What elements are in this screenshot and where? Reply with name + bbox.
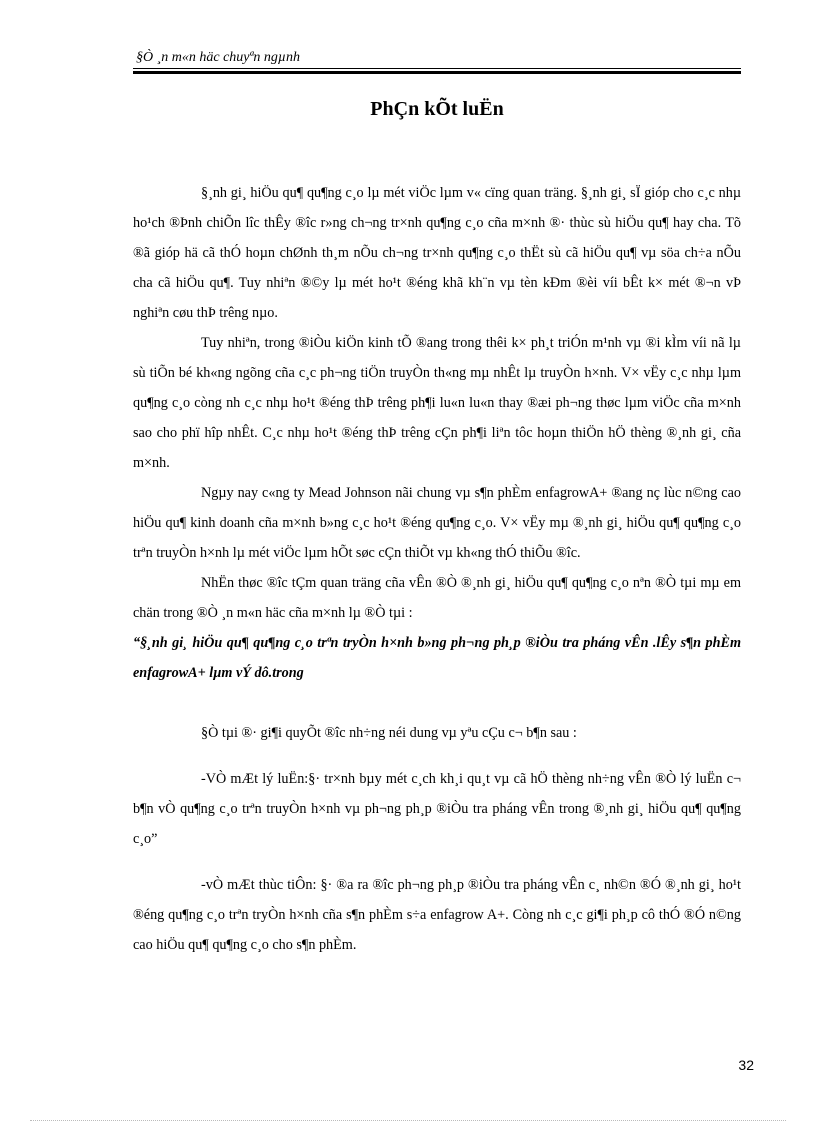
page-bottom-border xyxy=(30,1120,786,1121)
page-number: 32 xyxy=(738,1057,754,1073)
paragraph-market-conditions: Tuy nhiªn, trong ®iÒu kiÖn kinh tÕ ®ang trong thêi k× ph¸t triÓn m¹nh vµ ®i kÌm víi nã lµ sù tiÕn bé kh«ng ngõng cña c¸c ph¬ng tiÖn truyÒn th«ng mµ nhÊt lµ truyÒn h×nh. V× vËy c¸c nhµ lµm qu¶ng c¸o còng nh c¸c nhµ ho¹t ®éng thÞ trêng ph¶i lu«n lu«n thay ®æi ph¬ng thøc lµm viÖc cña m×nh sao cho phï hîp nhÊt. C¸c nhµ ho¹t ®éng thÞ trêng cÇn ph¶i liªn tôc hoµn thiÖn hÖ thèng ®¸nh gi¸ cña m×nh. xyxy=(133,335,741,471)
document-body xyxy=(133,178,741,960)
header-rule-thin xyxy=(133,68,741,69)
running-header: §Ò ¸n m«n häc chuyªn ngµnh xyxy=(136,50,300,65)
page-title: PhÇn kÕt luËn xyxy=(370,98,504,120)
paragraph-topic-intro: NhËn thøc ®îc tÇm quan träng cña vÊn ®Ò ®¸nh gi¸ hiÖu qu¶ qu¶ng c¸o nªn ®Ò tµi mµ em chän trong ®Ò ¸n m«n häc cña m×nh lµ ®Ò tµi : xyxy=(133,575,741,621)
paragraph-practice: -vÒ mÆt thùc tiÔn: §· ®a ra ®îc ph¬ng ph¸p ®iÒu tra pháng vÊn c¸ nh©n ®Ó ®¸nh gi¸ ho¹t ®éng qu¶ng c¸o trªn tryÒn h×nh cña s¶n phÈm s÷a enfagrow A+. Còng nh c¸c gi¶i ph¸p cô thÓ ®Ó n©ng cao hiÖu qu¶ qu¶ng c¸o cho s¶n phÈm. xyxy=(133,877,741,953)
paragraph-scope-intro: §Ò tµi ®· gi¶i quyÕt ®îc nh÷ng néi dung vµ yªu cÇu c¬ b¶n sau : xyxy=(201,725,577,741)
paragraph-mead-johnson: Ngµy nay c«ng ty Mead Johnson nãi chung vµ s¶n phÈm enfagrowA+ ®ang nç lùc n©ng cao hiÖu qu¶ kinh doanh cña m×nh b»ng c¸c ho¹t ®éng qu¶ng c¸o. V× vËy mµ ®¸nh gi¸ hiÖu qu¶ qu¶ng c¸o trªn truyÒn h×nh lµ mét viÖc lµm hÕt søc cÇn thiÕt vµ kh«ng thÓ thiÕu ®îc. xyxy=(133,485,741,561)
topic-quote: “§¸nh gi¸ hiÖu qu¶ qu¶ng c¸o trªn tryÒn h×nh b»ng ph¬ng ph¸p ®iÒu tra pháng vÊn .lÊy s¶n phÈm enfagrowA+ lµm vÝ dô.trong xyxy=(133,635,741,681)
paragraph-theory: -VÒ mÆt lý luËn:§· tr×nh bµy mét c¸ch kh¸i qu¸t vµ cã hÖ thèng nh÷ng vÊn ®Ò lý luËn c¬ b¶n vÒ qu¶ng c¸o trªn truyÒn h×nh vµ ph¬ng ph¸p ®iÒu tra pháng vÊn trong ®¸nh gi¸ hiÖu qu¶ qu¶ng c¸o” xyxy=(133,771,741,847)
header-rule-thick xyxy=(133,71,741,74)
paragraph-evaluation-importance: §¸nh gi¸ hiÖu qu¶ qu¶ng c¸o lµ mét viÖc lµm v« cïng quan träng. §¸nh gi¸ sÏ gióp cho c¸c nhµ ho¹ch ®Þnh chiÕn lîc thÊy ®îc r»ng ch¬ng tr×nh qu¶ng c¸o cña m×nh ®· thùc sù hiÖu qu¶ hay cha. Tõ ®ã gióp hä cã thÓ hoµn chØnh th¸m nÕu ch¬ng tr×nh qu¶ng c¸o thËt sù cã hiÖu qu¶ vµ söa ch÷a nÕu cha cã hiÖu qu¶. Tuy nhiªn ®©y lµ mét ho¹t ®éng khã kh¨n vµ tèn kÐm ®èi víi bÊt k× mét ®¬n vÞ nghiªn cøu thÞ trêng nµo. xyxy=(133,185,741,321)
